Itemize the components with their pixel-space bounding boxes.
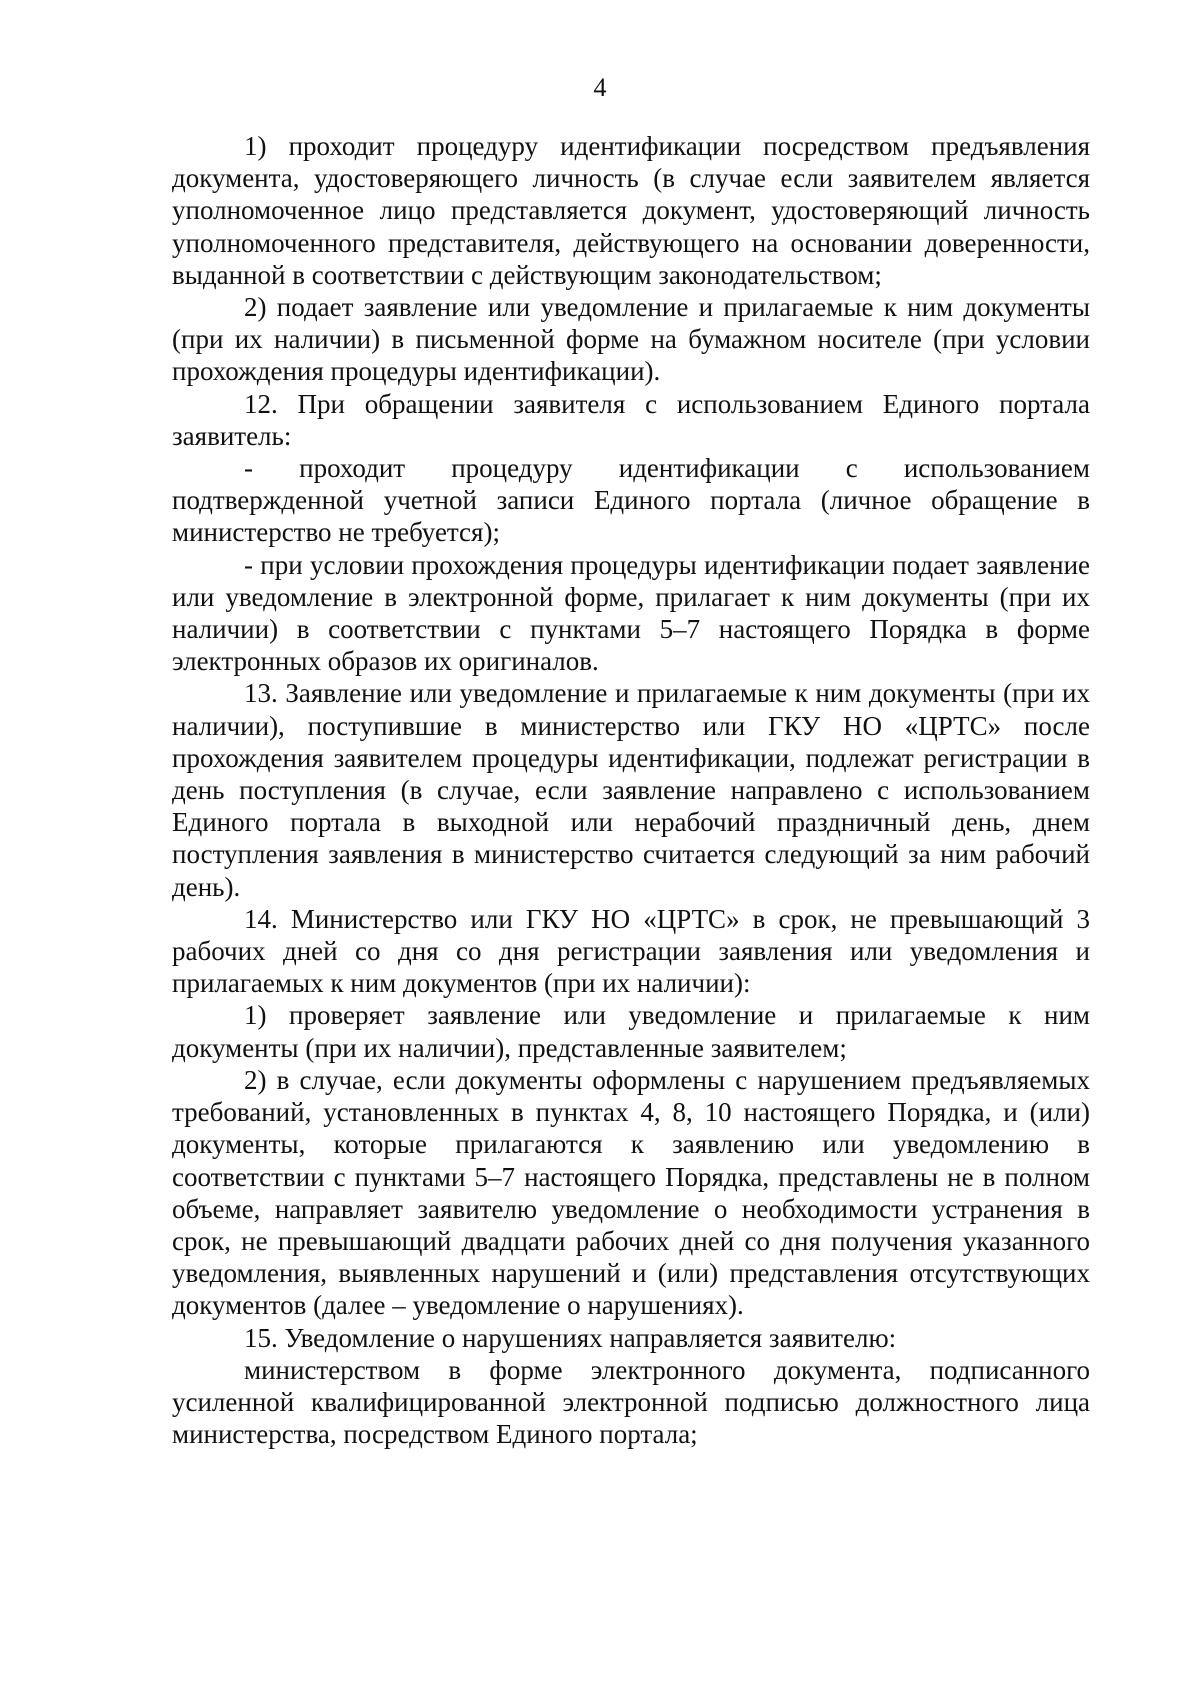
document-body xyxy=(172,130,1090,1450)
paragraph-12-submit-electronic: - при условии прохождения процедуры идентификации подает заявление или уведомление в электронной форме, прилагает к ним документы (при их наличии) в соответствии с пунктами 5–7 настоящего Порядка в форме электронных образов их оригиналов. xyxy=(172,549,1090,677)
paragraph-identification-document: 1) проходит процедуру идентификации посредством предъявления документа, удостоверяющего личность (в случае если заявителем является уполномоченное лицо представляется документ, удостоверяющий личность уполномоченного представителя, действующего на основании доверенности, выданной в соответствии с действующим законодательством; xyxy=(172,131,1090,290)
paragraph-12-heading: 12. При обращении заявителя с использованием Единого портала заявитель: xyxy=(172,388,1090,451)
paragraph-13-registration: 13. Заявление или уведомление и прилагаемые к ним документы (при их наличии), поступившие в министерство или ГКУ НО «ЦРТС» после прохождения заявителем процедуры идентификации, подлежат регистрации в день поступления (в случае, если заявление направлено с использованием Единого портала в выходной или нерабочий праздничный день, днем поступления заявления в министерство считается следующий за ним рабочий день). xyxy=(172,678,1090,902)
paragraph-14-violations: 2) в случае, если документы оформлены с нарушением предъявляемых требований, установленных в пунктах 4, 8, 10 настоящего Порядка, и (или) документы, которые прилагаются к заявлению или уведомлению в соответствии с пунктами 5–7 настоящего Порядка, представлены не в полном объеме, направляет заявителю уведомление о необходимости устранения в срок, не превышающий двадцати рабочих дней со дня получения указанного уведомления, выявленных нарушений и (или) представления отсутствующих документов (далее – уведомление о нарушениях). xyxy=(172,1064,1090,1321)
paragraph-14-check: 1) проверяет заявление или уведомление и прилагаемые к ним документы (при их наличии), представленные заявителем; xyxy=(172,1000,1090,1063)
paragraph-15-ministry: министерством в форме электронного документа, подписанного усиленной квалифицированной электронной подписью должностного лица министерства, посредством Единого портала; xyxy=(172,1354,1090,1450)
paragraph-14-heading: 14. Министерство или ГКУ НО «ЦРТС» в срок, не превышающий 3 рабочих дней со дня со дня регистрации заявления или уведомления и прилагаемых к ним документов (при их наличии): xyxy=(172,903,1090,999)
paragraph-submit-paper: 2) подает заявление или уведомление и прилагаемые к ним документы (при их наличии) в письменной форме на бумажном носителе (при условии прохождения процедуры идентификации). xyxy=(172,292,1090,387)
page-number: 4 xyxy=(593,73,607,102)
paragraph-15-heading: 15. Уведомление о нарушениях направляется заявителю: xyxy=(244,1322,897,1353)
paragraph-12-identification: - проходит процедуру идентификации с использованием подтвержденной учетной записи Единого портала (личное обращение в министерство не требуется); xyxy=(172,453,1090,548)
